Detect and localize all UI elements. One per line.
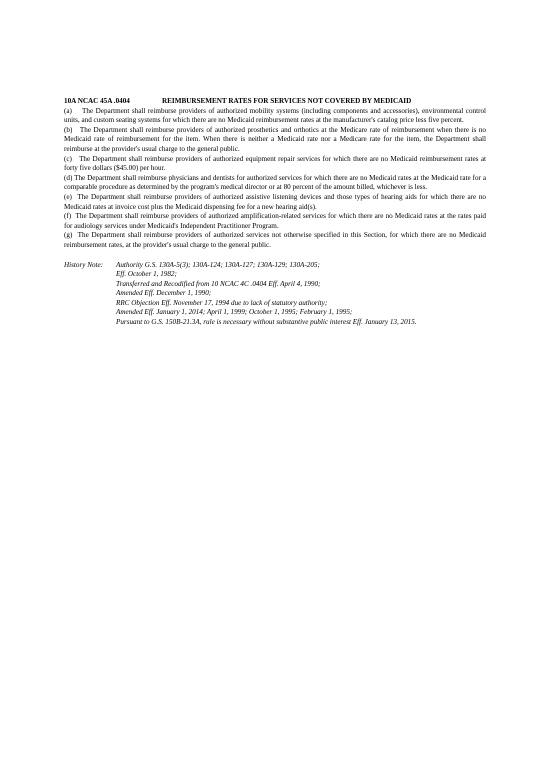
history-note-lines — [116, 261, 486, 328]
paragraph-e: (e) The Department shall reimburse providers of authorized assistive listening devices and those types of hearing aids for which there are no Medicaid rates at invoice cost plus the Medicaid dispensing fee for a new hearing aid(s). — [64, 192, 486, 211]
paragraph-b: (b) The Department shall reimburse providers of authorized prosthetics and orthotics at the Medicare rate of reimbursement when there is no Medicaid rate of reimbursement for the item. When there is neither a Medicaid rate nor a Medicare rate for the item, the Department shall reimburse at the provider's usual charge to the general public. — [64, 125, 486, 153]
history-line: Amended Eff. January 1, 2014; April 1, 1999; October 1, 1995; February 1, 1995; — [116, 308, 353, 317]
rule-text — [64, 97, 486, 328]
paragraph-a: (a) The Department shall reimburse providers of authorized mobility systems (including components and accessories), environmental control units, and custom seating systems for which there are no Medicaid reimbursement rates at the manufacturer's catalog price less five percent. — [64, 106, 486, 125]
history-line: Amended Eff. December 1, 1990; — [116, 289, 212, 298]
history-line: Authority G.S. 130A-5(3); 130A-124; 130A-127; 130A-129; 130A-205; — [116, 260, 320, 269]
history-line: RRC Objection Eff. November 17, 1994 due to lack of statutory authority; — [116, 298, 328, 307]
paragraph-f: (f) The Department shall reimburse providers of authorized amplification-related services for which there are no Medicaid rates at the rates paid for audiology services under Medicaid's Independent Practitioner Program. — [64, 212, 486, 230]
history-note-label: History Note: — [64, 260, 104, 269]
history-line: Pursuant to G.S. 150B-21.3A, rule is necessary without substantive public interest Eff. January 13, 2015. — [116, 318, 417, 327]
paragraph-c: (c) The Department shall reimburse providers of authorized equipment repair services for which there are no Medicaid reimbursement rates at forty five dollars ($45.00) per hour. — [64, 154, 486, 173]
rule-title: REIMBURSEMENT RATES FOR SERVICES NOT COVERED BY MEDICAID — [162, 97, 412, 105]
history-line: Transferred and Recodified from 10 NCAC 4C .0404 Eff. April 4, 1990; — [116, 279, 321, 288]
paragraph-d: (d) The Department shall reimburse physicians and dentists for authorized services for which there are no Medicaid rates at the Medicaid rate for a comparable procedure as determined by the program's medical director or at 80 percent of the amount billed, whichever is less. — [64, 173, 486, 192]
rule-heading — [64, 97, 486, 107]
history-line: Eff. October 1, 1982; — [116, 270, 177, 279]
rule-code: 10A NCAC 45A .0404 — [64, 97, 130, 105]
history-note — [64, 261, 486, 328]
paragraph-g: (g) The Department shall reimburse providers of authorized services not otherwise specified in this Section, for which there are no Medicaid reimbursement rates, at the provider's usual charge to the general public. — [64, 231, 486, 249]
